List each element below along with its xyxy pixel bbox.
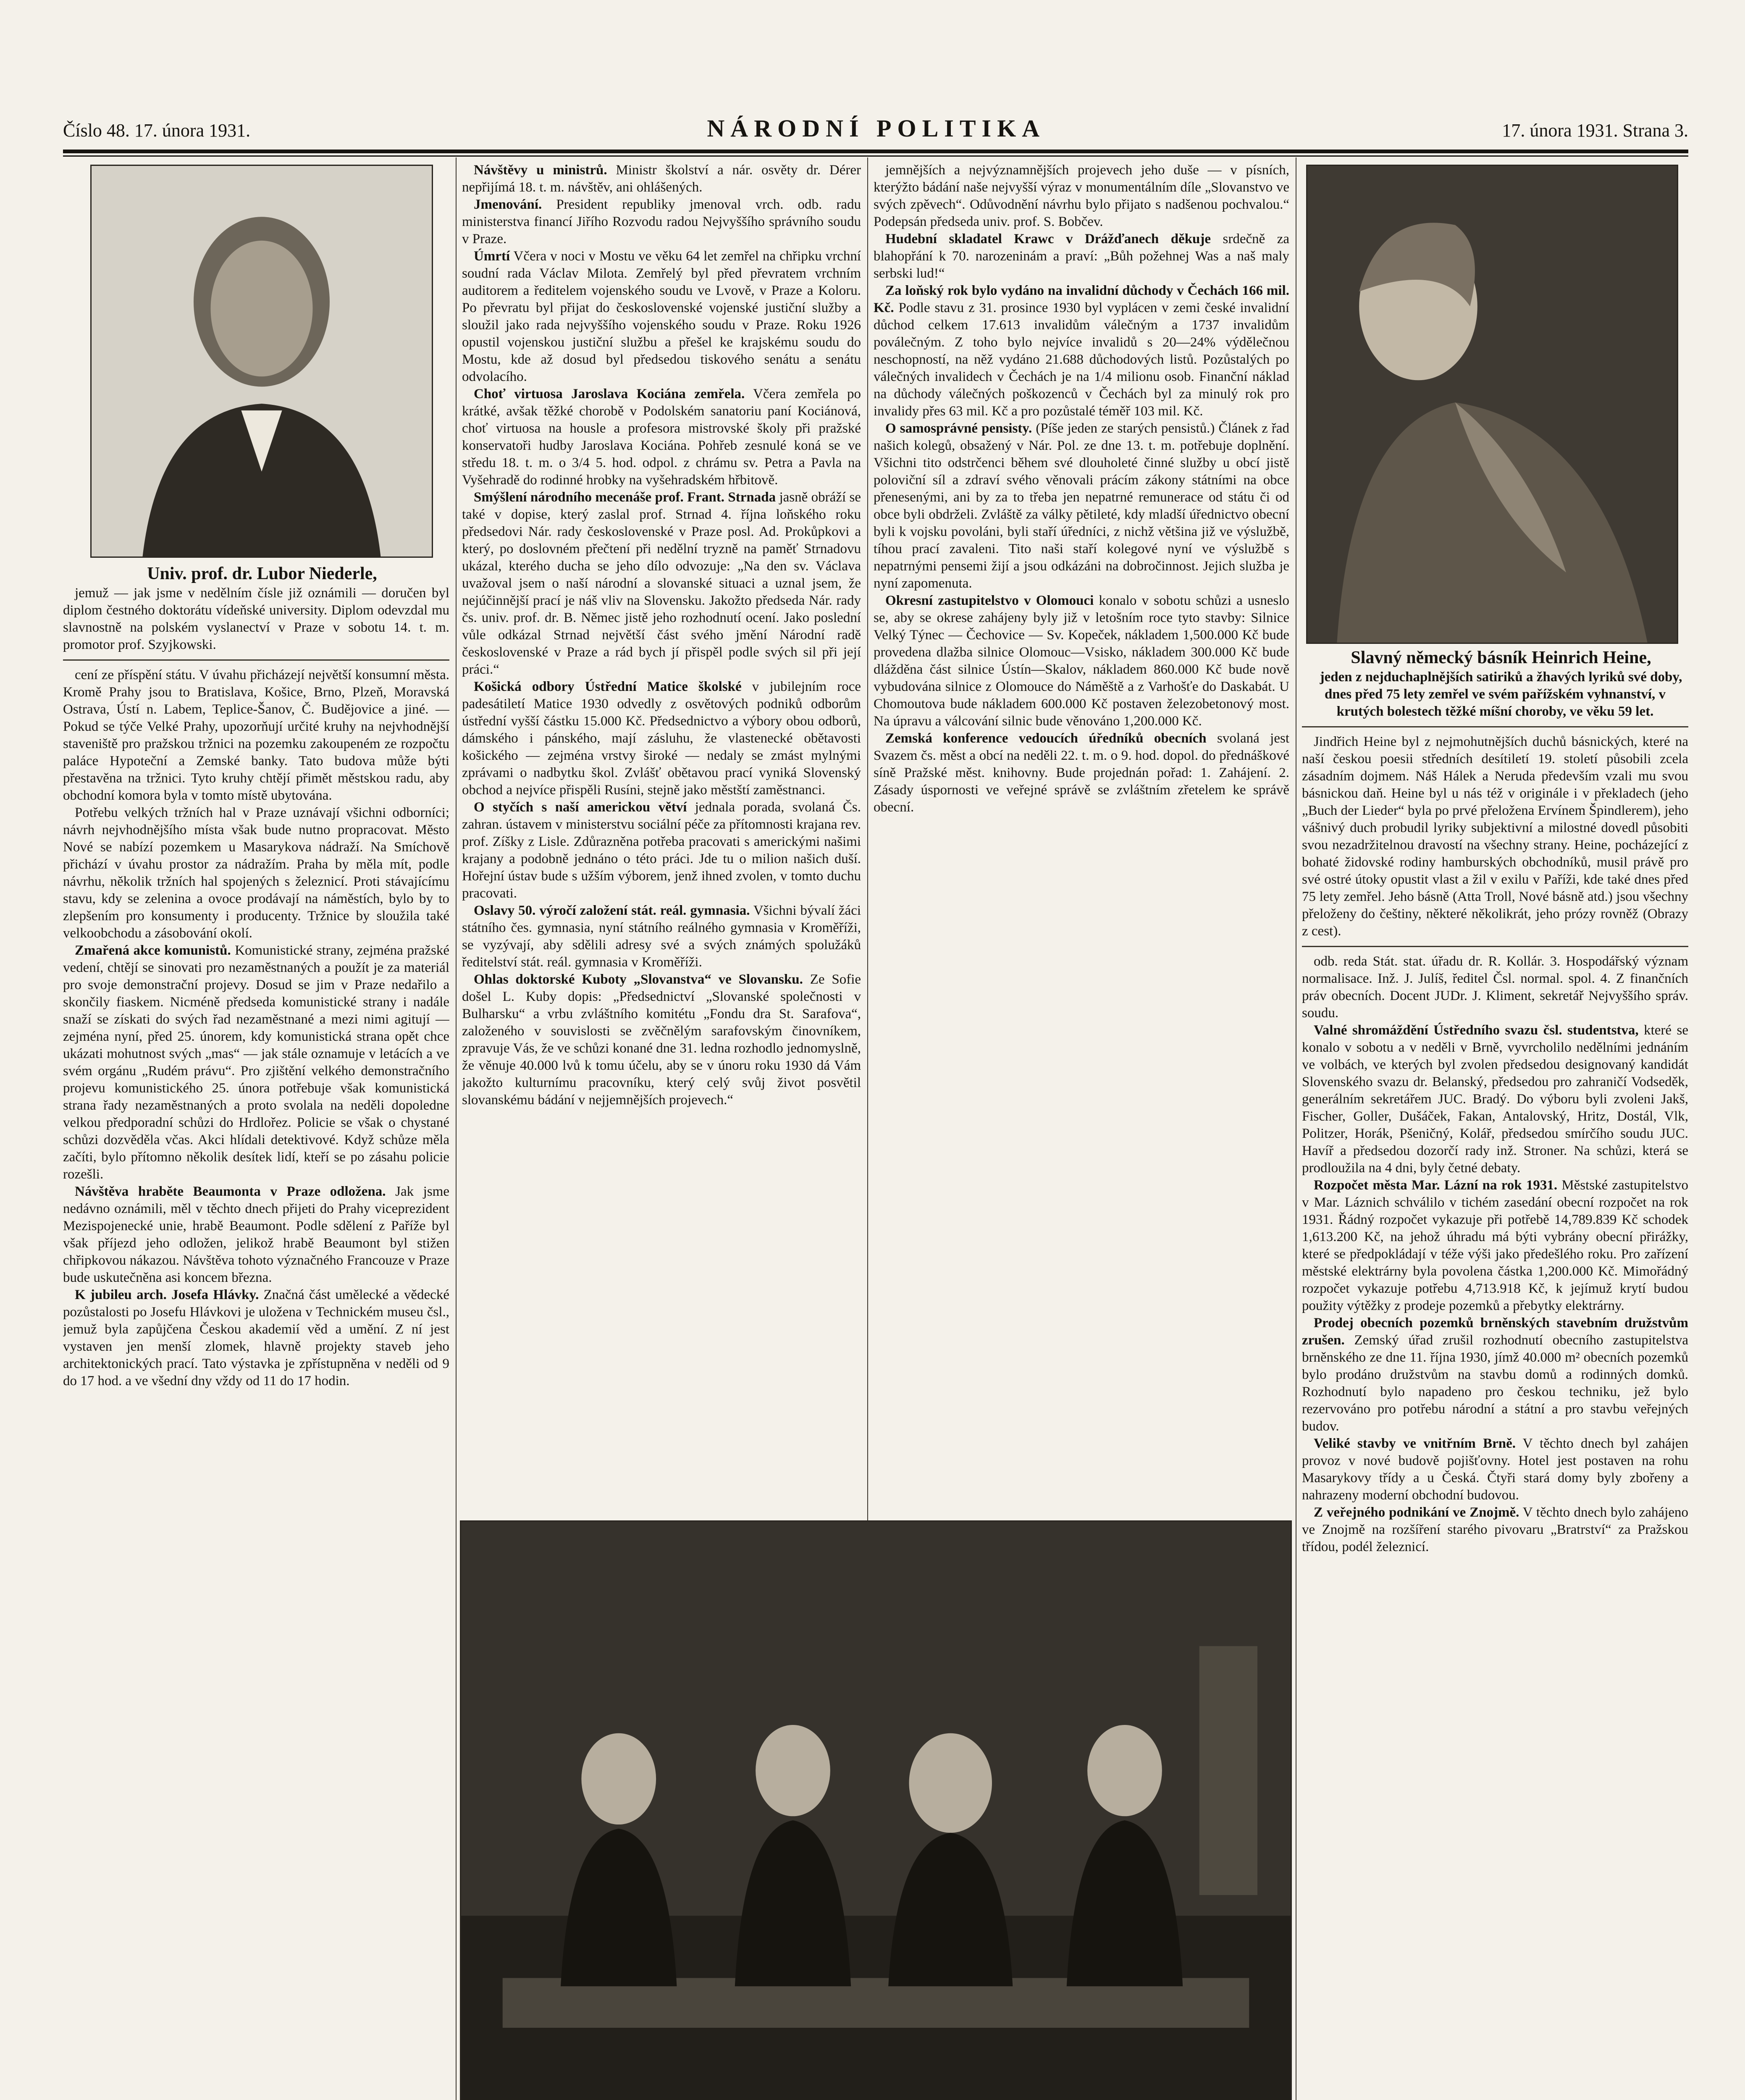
article-text: President republiky jmenoval vrch. odb. radu ministerstva financí Jiřího Rozvodu radou Nejvyššího správního soudu v Praze. <box>462 197 861 247</box>
masthead-rule-thin <box>63 155 1688 157</box>
article-text: Jak jsme nedávno oznámili, měl v těchto dnech přijeti do Prahy viceprezident Mezispojenecké unie, hrabě Beaumont. Podle sdělení z Paříže byl však příjezd jeho odložen, jelikož hrabě Beaumont byl stižen chřipkovou nákazou. Návštěva tohoto význačného Francouze v Praze bude uskutečněna asi koncem března. <box>63 1184 449 1285</box>
portrait-image <box>92 166 432 556</box>
article-text: Značná část umělecké a vědecké pozůstalosti po Josefu Hlávkovi je uložena v Technickém museu čsl., jemuž byla zapůjčena Českou akademií věd a umění. Z ní jest vystaven jen menší zlomek, hlavně projekty staveb jeho architektonických prací. Tato výstavka je zpřístupněna v neděli od 9 do 17 hod. a ve všední dny vždy od 11 do 17 hodin. <box>63 1287 449 1389</box>
article-heading: Okresní zastupitelstvo v Olomouci <box>885 593 1094 608</box>
date-page: 17. února 1931. Strana 3. <box>1502 120 1688 141</box>
masthead <box>63 114 1688 148</box>
article-text: Zemský úřad zrušil rozhodnutí obecního zastupitelstva brněnského ze dne 11. října 1930, jímž 40.000 m² obecních pozemků bylo prodáno družstvům na stavbu domů a rodinných domků. Rozhodnutí bylo napadeno pro českou techniku, jež bylo rezervováno pro potřebu národní a státní a pro stavbu veřejných budov. <box>1302 1333 1688 1434</box>
portrait-photo-niederle <box>90 165 433 558</box>
heine-portrait-image <box>1307 166 1677 643</box>
issue-number: Číslo 48. 17. února 1931. <box>63 120 251 141</box>
academy-meeting-photo <box>460 1520 1292 2100</box>
heine-caption-title: Slavný německý básník Heinrich Heine, <box>1351 648 1651 667</box>
column-divider <box>867 158 868 1678</box>
portrait-photo-heine <box>1306 165 1678 644</box>
article-text: Včera v noci v Mostu ve věku 64 let zemřel na chřipku vrchní soudní rada Václav Milota. Zemřelý byl před převratem vrchním auditorem a ředitelem vojenského soudu ve Lvově, v Praze a Koloru. Po převratu byl přijat do československé vojenské justiční služby a sloužil jako rada nejvyššího vojenského soudu v Praze. Roku 1926 opustil vojenskou justiční službu a přešel ke krajskému soudu do Mostu, kde až dosud byl předsedou tiskového senátu a senátu odvolacího. <box>462 249 861 384</box>
article-heading: O styčích s naší americkou větví <box>474 800 687 815</box>
article-heading: O samosprávné pensisty. <box>885 421 1032 436</box>
article-heading: Rozpočet města Mar. Lázní na rok 1931. <box>1314 1178 1558 1193</box>
column-2 <box>462 162 861 1657</box>
masthead-rule <box>63 150 1688 153</box>
article-text: Městské zastupitelstvo v Mar. Láznich schválilo v tichém zasedání obecní rozpočet na rok 1931. Řádný rozpočet vykazuje při potřebě 14,789.839 Kč schodek 1,613.200 Kč, na jehož úhradu má býti vybrány obecní přirážky, které se předpokládají v téže výši jako předešlého roku. Pro zařízení městské elektrárny byla povolena částka 1,200.000 Kč. Mimořádný rozpočet vykazuje potřebu 4,713.918 Kč, k jejímuž krytí budou použity výtěžky z prodeje pozemků a přebytky elektrárny. <box>1302 1178 1688 1313</box>
article-text: V těchto dnech byl zahájen provoz v nové budově pojišťovny. Hotel jest postaven na rohu Masarykovy třídy a u Česká. Čtyři stará domy byly zbořeny a nahrazeny moderní obchodní budovou. <box>1302 1436 1688 1503</box>
article-text: odb. reda Stát. stat. úřadu dr. R. Kollár. 3. Hospodářský význam normalisace. Inž. J. Julíš, ředitel Čsl. normal. spol. 4. Z finančních práv obecních. Docent JUDr. J. Kliment, sekretář Nejvyššího správ. soudu. <box>1302 954 1688 1021</box>
photo-caption-title: Univ. prof. dr. Lubor Niederle, <box>147 564 377 583</box>
article-heading: Oslavy 50. výročí založení stát. reál. gymnasia. <box>474 903 750 918</box>
article-text: konalo v sobotu schůzi a usneslo se, aby se okrese zahájeny byly již v letošním roce tyto stavby: Silnice Velký Týnec — Čechovice — Sv. Kopeček, nákladem 1,500.000 Kč bude provedena dlažba silnice Olomouc—Vsisko, nákladem 300.000 Kč bude dlážděna část silnice Ústín—Skalov, nákladem 860.000 Kč bude nově vybudována silnice z Olomouce do Náměště a z Varhošťe do Daskabát. U Chomoutova bude nákladem 600.000 Kč postaven železobetonový most. Na úpravu a válcování silnic bude věnováno 1,200.000 Kč. <box>874 593 1289 729</box>
article-text: svolaná jest Svazem čs. měst a obcí na neděli 22. t. m. o 9. hod. dopol. do přednáškové síně Pražské měst. knihovny. Bude projednán pořad: 1. Zahájení. 2. Zásady úspornosti ve veřejné správě se zvláštním zřetelem ke správě obecní. <box>874 731 1289 815</box>
column-1 <box>63 563 449 2100</box>
article-heading: Hudební skladatel Krawc v Drážďanech děkuje <box>885 231 1211 247</box>
article-text: Jindřich Heine byl z nejmohutnějších duchů básnických, které na naší českou poesii středních desítiletí 19. století působili zcela zásadním dojmem. Náš Hálek a Neruda především vzali mu svou básnickou daň. Heine byl u nás též v originále i v překladech (jeho „Buch der Lieder“ byla po prvé přeložena Ervínem Špindlerem), jeho vášnivý duch probudil lyriky subjektivní a milostné dovedl působiti svou nezadržitelnou dravostí na všechny strany. Heine, pocházející z bohaté židovské rodiny hamburských obchodníků, musil právě pro své ostré útoky opustit vlast a žil v exilu v Paříži, kde také dnes před 75 lety zemřel. Jeho básně (Atta Troll, Nové básně atd.) jsou všechny přeloženy do češtiny, některé několikrát, jeho prózy rovněž (Obrazy z cest). <box>1302 734 1688 939</box>
column-4 <box>1302 647 1688 2100</box>
article-text: V těchto dnech bylo zahájeno ve Znojmě na rozšíření starého pivovaru „Bratrství“ za Pražskou třídou, podél železnicí. <box>1302 1505 1688 1554</box>
photo-caption-text: jemuž — jak jsme v nedělním čísle již oznámili — doručen byl diplom čestného doktorátu vídeňské university. Diplom odevzdal mu slavnostně na polském vyslanectví v Praze v sobotu 14. t. m. promotor prof. Szyjkowski. <box>63 585 449 652</box>
article-heading: Veliké stavby ve vnitřním Brně. <box>1314 1436 1516 1451</box>
article-heading: Zmařená akce komunistů. <box>75 943 231 958</box>
article-heading: Choť virtuosa Jaroslava Kociána zemřela. <box>474 386 745 402</box>
article-text: jemnějších a nejvýznamnějších projevech jeho duše — v písních, kterýžto bádání naše nejvyšší výraz v monumentálním díle „Slovanstvo ve svých zpěvech“. Odůvodnění návrhu bylo přijato s nadšenou pochvalou.“ Podepsán předseda univ. prof. S. Bobčev. <box>874 163 1289 229</box>
heine-caption-sub: jeden z nejduchaplnějších satiriků a žhavých lyriků své doby, dnes před 75 lety zemřel ve svém pařížském vyhnanství, v krutých bolestech těžké míšní choroby, ve věku 59 let. <box>1320 669 1682 719</box>
newspaper-title: NÁRODNÍ POLITIKA <box>707 115 1046 142</box>
article-text: Podle stavu z 31. prosince 1930 byl vyplácen v zemi české invalidní důchod celkem 17.613 invalidům válečným a 1737 invalidům poválečným. Z toho bylo nejvíce invalidů s 20—24% výdělečnou neschopností, na něž vydáno 21.688 důchodových listů. Pozůstalých po válečných invalidech v Čechách je na 1/4 milionu osob. Finanční náklad na důchody válečných poškozenců v Čechách byl za minulý rok pro invalidy přes 63 mil. Kč a pro pozůstalé téměř 103 mil. Kč. <box>874 300 1289 419</box>
article-text: Ministr školství a nár. osvěty dr. Dérer nepřijímá 18. t. m. návštěv, ani ohlášených. <box>462 163 861 195</box>
article-heading: Zemská konference vedoucích úředníků obecních <box>885 731 1207 746</box>
article-heading: Návštěvy u ministrů. <box>474 163 607 178</box>
article-heading: Úmrtí <box>474 249 510 264</box>
article-text: které se konalo v sobotu a v neděli v Brně, vyvrcholilo nedělními jednáním ve volbách, ve kterých byl zvolen předsedou designovaný kandidát Slovenského svazu dr. Belanský, předsedou pro zahraničí Vodseděk, generálním sekretářem JUC. Bradý. Do výboru byli zvoleni Jakš, Fischer, Goller, Dušáček, Fakan, Antalovský, Hritz, Dostál, Vlk, Politzer, Horák, Pšeničný, Kolář, předsedou smírčího soudu JUC. Havíř a předsedou dozorčí rady inž. Stroner. Na schůzi, která se prodloužila na 4 dni, byly četné debaty. <box>1302 1023 1688 1176</box>
article-text: jasně obráží se také v dopise, který zaslal prof. Strnad 4. října loňského roku předsedovi Nár. rady československé v Praze posl. Ad. Prokůpkovi a který, po doslovném přečtení při nedělní tryzně na paměť Strnadovu ukázal, kterého ducha se jeho dílo odvozuje: „Na den sv. Václava uvažoval jsem o naší národní a slovanské situaci a uznal jsem, že nejúčinnější prací je náš vliv na Slovensku. Jakožto předseda Nár. rady čs. univ. prof. dr. B. Němec jistě jeho rozhodnutí ocení. Jako poslední vůle odkázal Strnad největší část svého jmění Národní radě československé v Praze a rád bych jí přispěl podle svých sil při její práci.“ <box>462 490 861 677</box>
article-text: Ze Sofie došel L. Kuby dopis: „Předsednictví „Slovanské společnosti v Bulharsku“ a vrbu zvláštního komitétu „Fondu dra St. Sarafova“, založeného v souvislosti se zvěčnělým sarafovským činovníkem, zpravuje Vás, že ve schůzi konané dne 31. ledna rozhodlo jednomyslně, že věnuje 40.000 lvů k tomu účelu, aby se v únoru roku 1930 dá Vám jakožto kulturnímu pracovníku, který celý svůj život posvětil slovanskému bádání v nejjemnějších projevech.“ <box>462 972 861 1108</box>
article-heading: Návštěva hraběte Beaumonta v Praze odložena. <box>75 1184 386 1199</box>
article-heading: Z veřejného podnikání ve Znojmě. <box>1314 1505 1519 1520</box>
article-heading: Valné shromáždění Ústředního svazu čsl. studentstva, <box>1314 1023 1639 1038</box>
article-heading: Jmenování. <box>474 197 542 212</box>
article-text: Všichni bývalí žáci státního čes. gymnasia, nyní státního reálného gymnasia v Kroměříži, se vyzývají, aby sdělili adresy své a svých známých spolužáků ředitelství stát. reál. gymnasia v Kroměříži. <box>462 903 861 970</box>
article-text: (Píše jeden ze starých pensistů.) Článek z řad našich kolegů, obsažený v Nár. Pol. ze dne 13. t. m. potřebuje doplnění. Všichni tito odstrčenci během své dlouholeté činné služby u obcí jistě poloviční síl a zdraví svého věnovali prácím zákony státními na obce přenesenými, ani by za to třeba jen nepatrné remunerace od státu či od obce byli obdrželi. Zvláště za války pětileté, kdy mladší úřednictvo obecní byli k vojsku povoláni, byli staří úředníci, z nichž většina již ve výslužbě, tíhou prací zavaleni. Tito naši staří kolegové nyní ve výslužbě s nepatrnými pensemi žijí a jsou odkázáni na dobročinnost. Jejich služba je nyní zapomenuta. <box>874 421 1289 591</box>
article-text: Potřebu velkých tržních hal v Praze uznávají všichni odborníci; návrh nejvhodnějšího místa však bude nutno propracovat. Město Nové se nabízí pozemkem u Masarykova nádraží. Na Smíchově přichází v úvahu prostor za nádražím. Praha by měla mít, podle návrhu, několik tržních hal spojených s železnicí. Proti stávajícímu stavu, kdy se zelenina a ovoce prodávají na náměstích, bylo by to zlepšením pro konsumenty i producenty. Tržnice by sloužila také velkoobchodu a zásobování okolí. <box>63 805 449 941</box>
article-text: cení ze příspění státu. V úvahu přicházejí největší konsumní města. Kromě Prahy jsou to Bratislava, Košice, Brno, Plzeň, Moravská Ostrava, Ústí n. Labem, Teplice-Šanov, Č. Budějovice a jiné. — Pokud se týče Velké Prahy, upozorňují určité kruhy na nejvhodnější staveniště pro pražskou tržnici na pozemku zakoupeném ze rozpočtu paláce Hypoteční a Zemské banky. Tato budova může býti přestavěna na tržnici. Tyto kruhy chtějí přimět městskou radu, aby obchodní komora byla v tomto místě ubytována. <box>63 667 449 803</box>
divider <box>63 659 449 661</box>
divider <box>1302 726 1688 727</box>
article-heading: Prodej obecních pozemků brněnských stavebním družstvům zrušen. <box>1302 1315 1688 1348</box>
article-text: srdečně za blahopřání k 70. narozeninám a praví: „Bůh požehnej Was a naš maly serbski lud!“ <box>874 231 1289 281</box>
article-text: Včera zemřela po krátké, avšak těžké chorobě v Podolském sanatoriu paní Kociánová, choť virtuosa na housle a profesora mistrovské školy při pražské konservatoři hudby Jaroslava Kociána. Pohřeb zesnulé koná se ve středu 18. t. m. o 3/4 5. hod. odpol. z chrámu sv. Petra a Pavla na Vyšehradě do rodinné hrobky na vyšehradském hřbitově. <box>462 386 861 488</box>
column-divider <box>456 158 457 2100</box>
article-heading: Za loňský rok bylo vydáno na invalidní důchody v Čechách 166 mil. Kč. <box>874 283 1289 315</box>
article-heading: Smýšlení národního mecenáše prof. Frant. Strnada <box>474 490 776 505</box>
article-heading: Košická odbory Ústřední Matice školské <box>474 679 742 694</box>
article-heading: Ohlas doktorské Kuboty „Slovanstva“ ve Slovansku. <box>474 972 803 987</box>
divider <box>1302 946 1688 947</box>
article-text: v jubilejním roce padesátiletí Matice 1930 odvedly z osvětových podniků odborům ústřední vyšší částku 15.000 Kč. Předsednictvo a výbory obou odborů, dámského i pánského, mají zásluhu, že vlastenecké obětavosti košického — zejména vrstvy široké — nedaly se zmást mylnými zprávami o nadbytku škol. Zvlášť obětavou prací vyniká Slovenský obchod a nejvíce přispěli Rusíni, stejně jako městští zaměstnanci. <box>462 679 861 798</box>
academy-meeting-image <box>461 1522 1291 2100</box>
article-heading: K jubileu arch. Josefa Hlávky. <box>75 1287 259 1302</box>
article-text: jednala porada, svolaná Čs. zahran. ústavem v ministerstvu sociální péče za přítomnosti krajana rev. prof. Zíšky z Lisle. Zdůrazněna potřeba pracovati s americkými našimi krajany a podobně jednáno o této práci. Jde tu o milion našich duší. Hořejní ústav bude s užším výborem, jenž ihned zvolen, v tomto duchu pracovati. <box>462 800 861 901</box>
article-text: Komunistické strany, zejména pražské vedení, chtějí se sinovati pro nezaměstnaných a použít je za materiál pro svoje demonstrační projevy. Dosud se jim v Praze nedařilo a skončily fiaskem. Nicméně předseda komunistické strany i nadále snaží se získati do svých řad nezaměstnané a mezi nimi agitují — zejména nyní, před 25. únorem, kdy komunistická strana opět chce ukázati mohutnost svých „mas“ — jak stále oznamuje v letácích a ve svém orgánu „Rudém právu“. Pro zjištění velkého demonstračního projevu komunistického 25. února potřebuje však komunistická strana řady nezaměstnaných a proto svolala na neděli dopoledne velkou předporadní schůzi do Hrdlořez. Policie se však o chystané schůzi dozvěděla včas. Akci hlídali detektivové. Když schůze měla začíti, bylo přítomno několik desítek lidí, kteří se po zásahu policie rozešli. <box>63 943 449 1182</box>
column-3 <box>874 162 1289 1657</box>
